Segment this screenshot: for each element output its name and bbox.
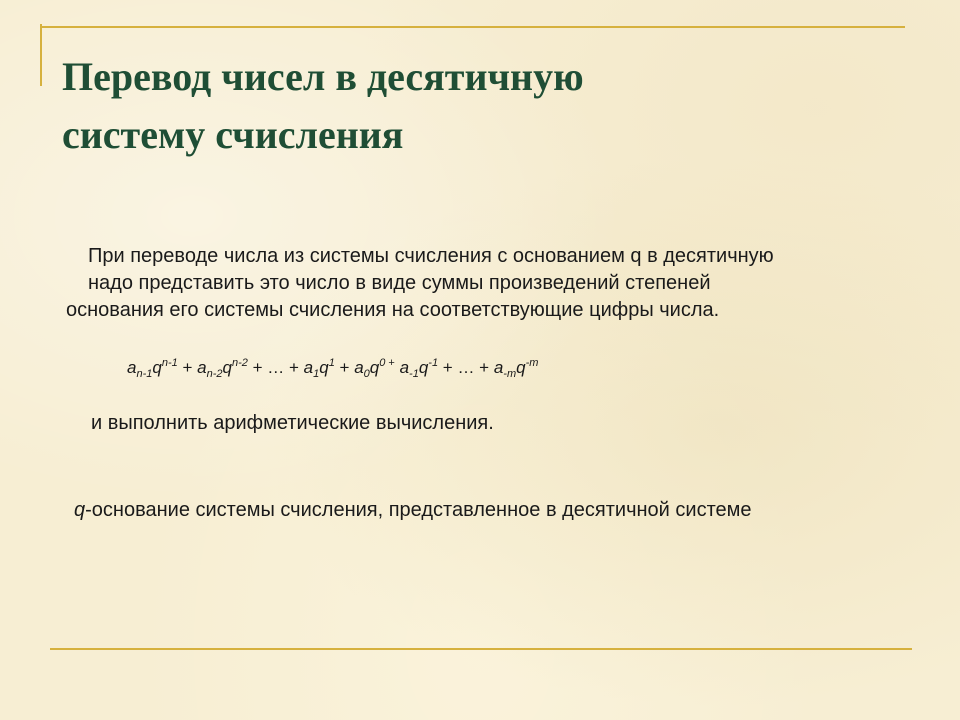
title-line-2: систему счисления — [62, 112, 404, 157]
formula-op-2: + … + — [247, 358, 304, 377]
paragraph-line-1: При переводе числа из системы счисления с основанием q в десятичную — [88, 245, 774, 267]
formula-term-5-base: q — [418, 358, 429, 377]
formula-term-2-exp: n-2 — [231, 357, 248, 369]
formula-term-6-coef: a — [493, 358, 504, 377]
formula-term-6-base: q — [516, 358, 526, 377]
action-text: и выполнить арифметические вычисления. — [91, 412, 494, 434]
formula-term-1-coef: a — [127, 358, 137, 377]
formula-term-5-exp: -1 — [428, 357, 439, 369]
left-rule — [40, 24, 42, 86]
formula-term-4-exp: 0 — [379, 357, 386, 369]
formula-term-2-sub: n-2 — [206, 368, 223, 380]
note-q-symbol: q — [74, 499, 86, 521]
formula-term-6-exp: -m — [525, 357, 539, 369]
title-line-1: Перевод чисел в десятичную — [62, 54, 584, 99]
formula-term-1-sub: n-1 — [136, 368, 153, 380]
formula-op-1: + — [177, 358, 198, 377]
slide-title — [62, 48, 902, 164]
formula-term-3-exp: 1 — [328, 357, 335, 369]
paragraph-line-3: основания его системы счисления на соответствующие цифры числа. — [66, 299, 720, 321]
formula-term-4-coef: a — [354, 358, 364, 377]
formula-term-2-base: q — [222, 358, 232, 377]
base-definition-note — [74, 499, 752, 522]
note-text: -основание системы счисления, представленное в десятичной системе — [85, 499, 752, 521]
formula-op-5: + … + — [438, 358, 494, 377]
formula-term-3-base: q — [319, 358, 329, 377]
explanation-paragraph — [66, 243, 926, 324]
formula-term-2-coef: a — [197, 358, 207, 377]
expansion-formula — [127, 357, 538, 380]
formula-op-4: + — [385, 357, 395, 369]
paragraph-line-2: надо представить это число в виде суммы произведений степеней — [88, 272, 711, 294]
formula-term-1-base: q — [152, 358, 162, 377]
formula-term-4-sub: 0 — [363, 368, 370, 380]
bottom-rule — [50, 648, 912, 650]
top-rule — [42, 26, 905, 28]
formula-term-5-coef: a — [394, 358, 410, 377]
formula-term-3-coef: a — [303, 358, 314, 377]
formula-term-5-sub: -1 — [409, 368, 419, 380]
formula-term-6-sub: -m — [503, 368, 517, 380]
formula-term-4-base: q — [369, 358, 380, 377]
formula-term-1-exp: n-1 — [161, 357, 178, 369]
formula-op-3: + — [334, 358, 355, 377]
formula-term-3-sub: 1 — [313, 368, 320, 380]
